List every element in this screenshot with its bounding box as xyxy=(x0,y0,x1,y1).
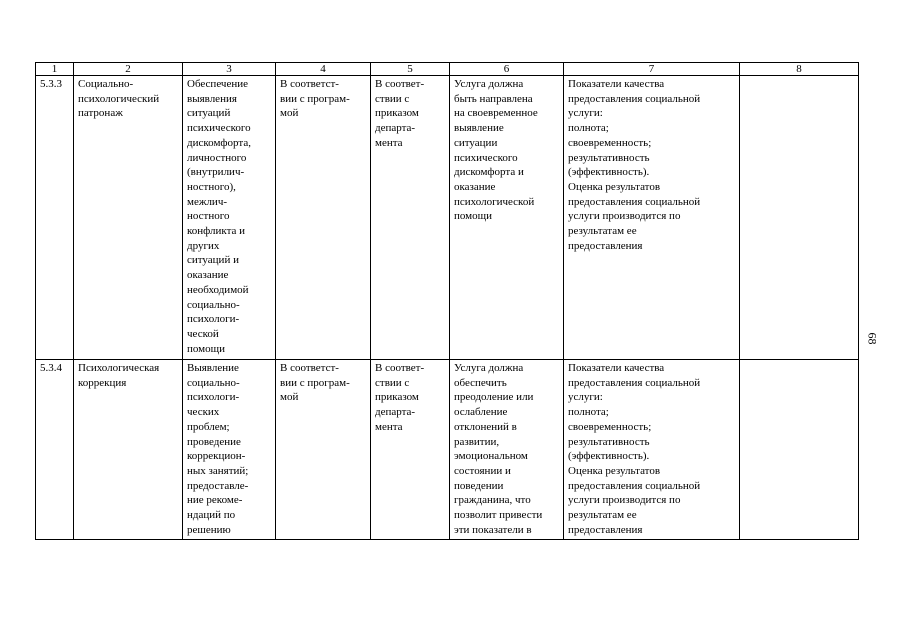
indicators-cell xyxy=(564,76,740,360)
indicators-cell xyxy=(564,360,740,540)
header-col-8: 8 xyxy=(740,63,859,76)
services-table xyxy=(35,62,859,540)
service-content-cell xyxy=(183,76,276,360)
conditions: Услуга должна обеспечить преодоление или ослабление отклонений в развитии, эмоциональном состоянии и поведении гражданина, что позволит привести эти показатели в xyxy=(454,362,543,536)
deadline: В соответст- вии с програм- мой xyxy=(280,362,350,404)
row-number: 5.3.3 xyxy=(40,78,62,90)
row-number-cell xyxy=(36,360,74,540)
header-col-2: 2 xyxy=(74,63,183,76)
row-number-cell xyxy=(36,76,74,360)
tariff: В соответ- ствии с приказом департа- мента xyxy=(375,78,425,149)
service-content: Обеспечение выявления ситуаций психического дискомфорта, личностного (внутрилич- ностного), межлич- ностного конфликта и других ситуаций и оказание необходимой социально- психологи- ческой помощи xyxy=(187,78,251,355)
service-content-cell xyxy=(183,360,276,540)
col8-cell xyxy=(740,76,859,360)
header-row xyxy=(36,63,859,76)
row-number: 5.3.4 xyxy=(40,362,62,374)
service-name: Социально- психологический патронаж xyxy=(78,78,160,120)
deadline: В соответст- вии с програм- мой xyxy=(280,78,350,120)
conditions-cell xyxy=(450,360,564,540)
header-col-1: 1 xyxy=(36,63,74,76)
conditions-cell xyxy=(450,76,564,360)
header-col-4: 4 xyxy=(276,63,371,76)
indicators: Показатели качества предоставления социальной услуги: полнота; своевременность; результативность (эффективность). Оценка результатов предоставления социальной услуги производится по результатам ее предоставления xyxy=(568,362,701,536)
service-name: Психологическая коррекция xyxy=(78,362,160,389)
conditions: Услуга должна быть направлена на своевременное выявление ситуации психического дискомфорта и оказание психологической помощи xyxy=(454,78,538,223)
service-name-cell xyxy=(74,76,183,360)
col8-cell xyxy=(740,360,859,540)
deadline-cell xyxy=(276,76,371,360)
service-content: Выявление социально- психологи- ческих проблем; проведение коррекцион- ных занятий; предоставле- ние рекоме- ндаций по решению xyxy=(187,362,249,536)
header-col-5: 5 xyxy=(371,63,450,76)
header-col-7: 7 xyxy=(564,63,740,76)
table-row xyxy=(36,360,859,540)
tariff-cell xyxy=(371,360,450,540)
deadline-cell xyxy=(276,360,371,540)
table-row xyxy=(36,76,859,360)
service-name-cell xyxy=(74,360,183,540)
header-col-3: 3 xyxy=(183,63,276,76)
header-col-6: 6 xyxy=(450,63,564,76)
page-number: 68 xyxy=(865,332,880,345)
tariff-cell xyxy=(371,76,450,360)
indicators: Показатели качества предоставления социальной услуги: полнота; своевременность; результативность (эффективность). Оценка результатов предоставления социальной услуги производится по результатам ее предоставления xyxy=(568,78,701,252)
tariff: В соответ- ствии с приказом департа- мента xyxy=(375,362,425,433)
